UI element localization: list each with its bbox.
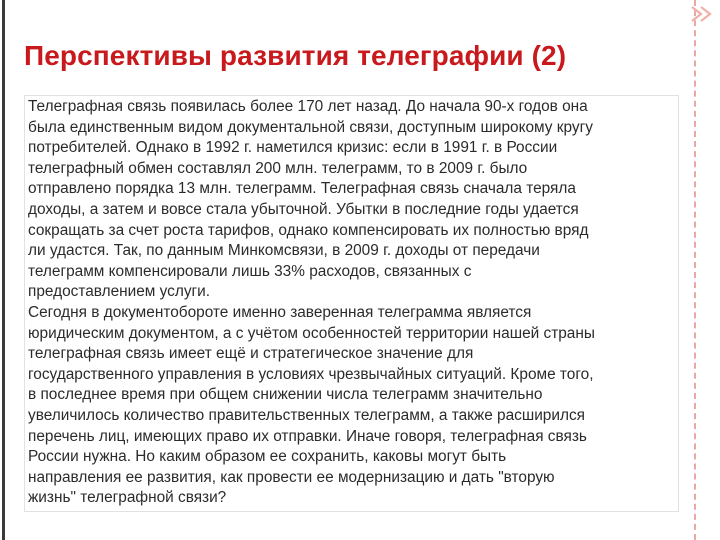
body-text-line: перечень лиц, имеющих право их отправки. Иначе говоря, телеграфная связь — [28, 427, 587, 445]
body-text-line: ли удастся. Так, по данным Минкомсвязи, в 2009 г. доходы от передачи — [28, 242, 540, 260]
body-text-line: телеграмм компенсировали лишь 33% расходов, связанных с — [28, 262, 472, 280]
body-text-line: в последнее время при общем снижении числа телеграмм значительно — [28, 386, 543, 404]
body-text-line: Телеграфная связь появилась более 170 лет назад. До начала 90-х годов она — [28, 98, 588, 115]
body-text-line: потребителей. Однако в 1992 г. наметился кризис: если в 1991 г. в России — [28, 139, 558, 157]
body-text-line: доходы, а затем и вовсе стала убыточной. Убытки в последние годы удается — [28, 200, 579, 218]
body-text-line: телеграфная связь имеет ещё и стратегическое значение для — [28, 345, 474, 363]
body-text-line: государственного управления в условиях чрезвычайных ситуаций. Кроме того, — [28, 365, 594, 383]
right-dashed-border — [694, 0, 696, 540]
body-text-line: сокращать за счет роста тарифов, однако компенсировать их полностью вряд — [28, 221, 589, 239]
body-text-line: увеличилось количество правительственных телеграмм, а также расширился — [28, 406, 585, 424]
double-chevron-right-icon — [688, 4, 716, 24]
body-text-line: направления ее развития, как провести ее модернизацию и дать "вторую — [28, 468, 555, 486]
body-text-line: была единственным видом документальной связи, доступным широкому кругу — [28, 118, 593, 136]
body-text-line: Сегодня в документобороте именно заверенная телеграмма является — [28, 303, 532, 321]
body-text-line: жизнь" телеграфной связи? — [28, 489, 227, 507]
body-text-line: отправлено порядка 13 млн. телеграмм. Телеграфная связь сначала теряла — [28, 180, 576, 198]
slide-title: Перспективы развития телеграфии (2) — [24, 40, 567, 71]
left-border-line — [2, 0, 5, 540]
body-text-line: юридическим документом, а с учётом особенностей территории нашей страны — [28, 324, 595, 342]
body-text-box — [24, 95, 679, 512]
body-text-line: России нужна. Но каким образом ее сохранить, каковы могут быть — [28, 448, 507, 466]
body-text-line: телеграфный обмен составлял 200 млн. телеграмм, то в 2009 г. было — [28, 159, 528, 177]
body-text-line: предоставлением услуги. — [28, 283, 211, 301]
